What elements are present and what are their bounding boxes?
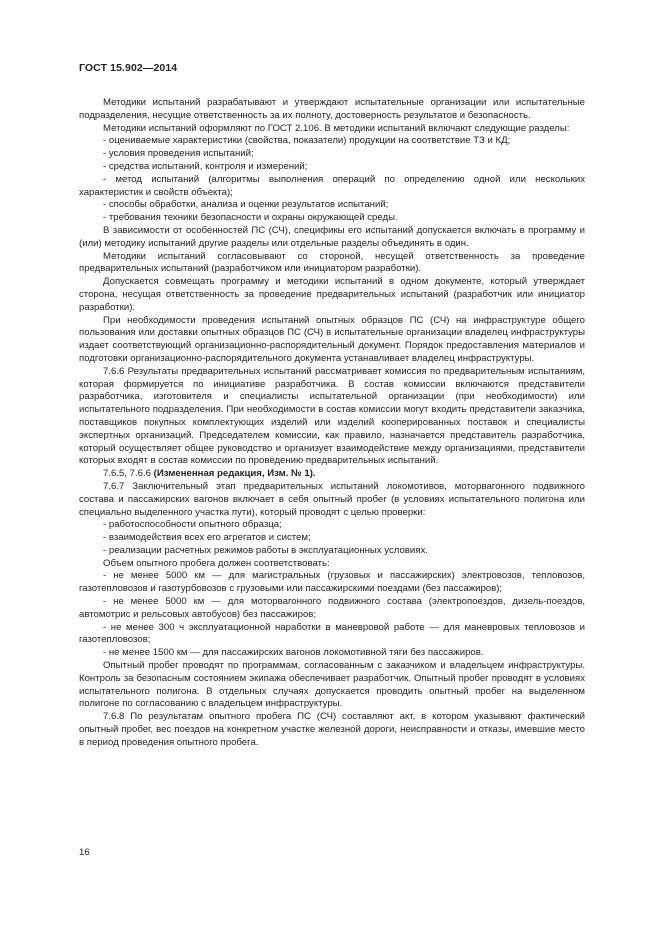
list-item: - работоспособности опытного образца; [103, 519, 282, 531]
paragraph: Допускается совмещать программу и методики испытаний в одном документе, который утверждает сторона, несущая ответственность за проведение предварительных испытаний (разработчик или инициатор разработки). [79, 276, 585, 313]
list-item: - способы обработки, анализа и оценки результатов испытаний; [103, 199, 389, 211]
amendment-label: (Измененная редакция, Изм. № 1). [153, 468, 316, 480]
document-body [79, 97, 585, 750]
list-item: - взаимодействия всех его агрегатов и систем; [103, 532, 311, 544]
paragraph: 7.6.8 По результатам опытного пробега ПС (СЧ) составляют акт, в котором указывают фактический опытный пробег, вес поездов на конкретном участке железной дороги, неисправности и отказы, имевшие место в период проведения опытного пробега. [79, 711, 585, 748]
paragraph: Методики испытаний оформляют по ГОСТ 2.106. В методики испытаний включают следующие разделы: [103, 122, 570, 134]
paragraph: При необходимости проведения испытаний опытных образцов ПС (СЧ) на инфраструктуре общего пользования или доставки опытных образцов ПС (СЧ) в испытательные организации владелец инфраструктуры издает соответствующий организационно-распорядительный документ. Порядок предоставления материалов и подготовки организационно-распорядительного документа устанавливает владелец инфраструктуры. [79, 314, 585, 364]
list-item: - требования техники безопасности и охраны окружающей среды. [103, 212, 398, 224]
page-header-title: ГОСТ 15.902—2014 [79, 62, 178, 74]
list-item: - средства испытаний, контроля и измерений; [103, 160, 308, 172]
paragraph: Опытный пробег проводят по программам, согласованным с заказчиком и владельцем инфраструктуры. Контроль за безопасным состоянием экипажа обеспечивает разработчик. Опытный пробег проводят в условиях испытательного полигона. В отдельных случаях допускается проводить опытный пробег на выделенном полигоне по согласованию с владельцем инфраструктуры. [79, 660, 585, 710]
list-item: - оцениваемые характеристики (свойства, показатели) продукции на соответствие ТЗ и КД; [103, 135, 511, 147]
list-item: - условия проведения испытаний; [103, 148, 254, 160]
paragraph: Методики испытаний разрабатывают и утверждают испытательные организации или испытательные подразделения, несущие ответственность за их полноту, достоверность результатов и безопасность. [79, 97, 585, 121]
paragraph: Методики испытаний согласовывают со стороной, несущей ответственность за проведение предварительных испытаний (разработчиком или инициатором разработки). [79, 250, 585, 275]
list-item: - метод испытаний (алгоритмы выполнения операций по определению одной или нескольких характеристик и свойств объекта); [79, 173, 585, 198]
list-item: - реализации расчетных режимов работы в эксплуатационных условиях. [103, 544, 428, 556]
amendment-clause-numbers: 7.6.5, 7.6.6 [103, 468, 154, 480]
paragraph: В зависимости от особенностей ПС (СЧ), спецификы его испытаний допускается включать в программу и (или) методику испытаний другие разделы или отдельные разделы объединять в один. [79, 224, 585, 249]
paragraph: Объем опытного пробега должен соответствовать: [103, 557, 330, 569]
list-item: - не менее 300 ч эксплуатационной наработки в маневровой работе — для маневровых тепловозов и газотепловозов; [79, 621, 585, 646]
list-item: - не менее 5000 км — для моторвагонного подвижного состава (электропоездов, дизель-поездов, автомотрис и рельсовых автобусов) без пассажиров; [79, 596, 585, 620]
amendment-note [79, 468, 585, 481]
page-number: 16 [79, 847, 90, 858]
paragraph: 7.6.7 Заключительный этап предварительных испытаний локомотивов, моторвагонного подвижного состава и пассажирских вагонов включает в себя опытный пробег (в условиях испытательного полигона или специально выделенного участка пути), который проводят с целью проверки: [79, 480, 585, 518]
paragraph: 7.6.6 Результаты предварительных испытаний рассматривает комиссия по предварительным испытаниям, которая формируется по инициативе разработчика. В состав комиссии включаются представители разработчика, изготовителя и специалисты испытательной организации (при необходимости) или испытательного подразделения. При необходимости в состав комиссии могут входить представители заказчика, поставщиков покупных комплектующих изделий или изделий кооперированных поставок и специалисты экспертных организаций. Председателем комиссии, как правило, назначается представитель разработчика, который осуществляет общее руководство и организует взаимодействие между организациями, представители которых входят в состав комиссии по проведению предварительных испытаний. [79, 365, 585, 467]
list-item: - не менее 5000 км — для магистральных (грузовых и пассажирских) электровозов, тепловозов, газотепловозов и газотурбовозов с грузовыми или пассажирскими поездами (без пассажиров); [79, 570, 585, 595]
list-item: - не менее 1500 км — для пассажирских вагонов локомотивной тяги без пассажиров. [103, 647, 484, 659]
